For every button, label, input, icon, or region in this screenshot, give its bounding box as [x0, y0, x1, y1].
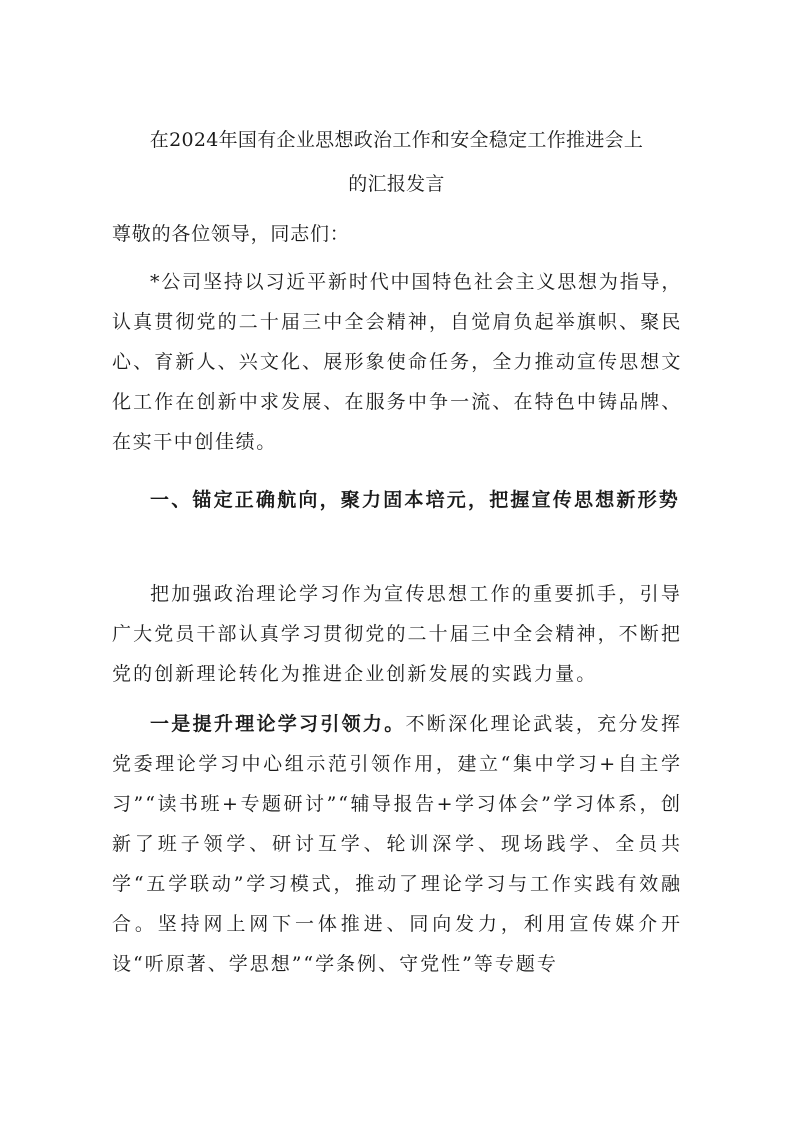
salutation: 尊敬的各位领导，同志们： [112, 223, 350, 245]
section-1-point-1-paragraph [112, 704, 682, 984]
document-title-line-2: 的汇报发言 [348, 173, 445, 195]
point-1-lead: 一是提升理论学习引领力。 [150, 713, 406, 735]
point-1-body: 不断深化理论武装，充分发挥党委理论学习中心组示范引领作用，建立“集中学习+自主学习”“读书班+专题研讨”“辅导报告+学习体会”学习体系，创新了班子领学、研讨互学、轮训深学、现场践学、全员共学“五学联动”学习模式，推动了理论学习与工作实践有效融合。坚持网上网下一体推进、同向发力，利用宣传媒介开设“听原著、学思想”“学条例、守党性”等专题专 [112, 713, 682, 975]
document-title-line-1: 在2024年国有企业思想政治工作和安全稳定工作推进会上 [149, 129, 644, 151]
section-heading-1: 一、锚定正确航向，聚力固本培元，把握宣传思想新形势 [150, 489, 681, 511]
intro-paragraph: *公司坚持以习近平新时代中国特色社会主义思想为指导，认真贯彻党的二十届三中全会精神，自觉肩负起举旗帜、聚民心、育新人、兴文化、展形象使命任务，全力推动宣传思想文化工作在创新中求发展、在服务中争一流、在特色中铸品牌、在实干中创佳绩。 [112, 271, 682, 453]
section-1-paragraph: 把加强政治理论学习作为宣传思想工作的重要抓手，引导广大党员干部认真学习贯彻党的二十届三中全会精神，不断把党的创新理论转化为推进企业创新发展的实践力量。 [112, 583, 682, 685]
